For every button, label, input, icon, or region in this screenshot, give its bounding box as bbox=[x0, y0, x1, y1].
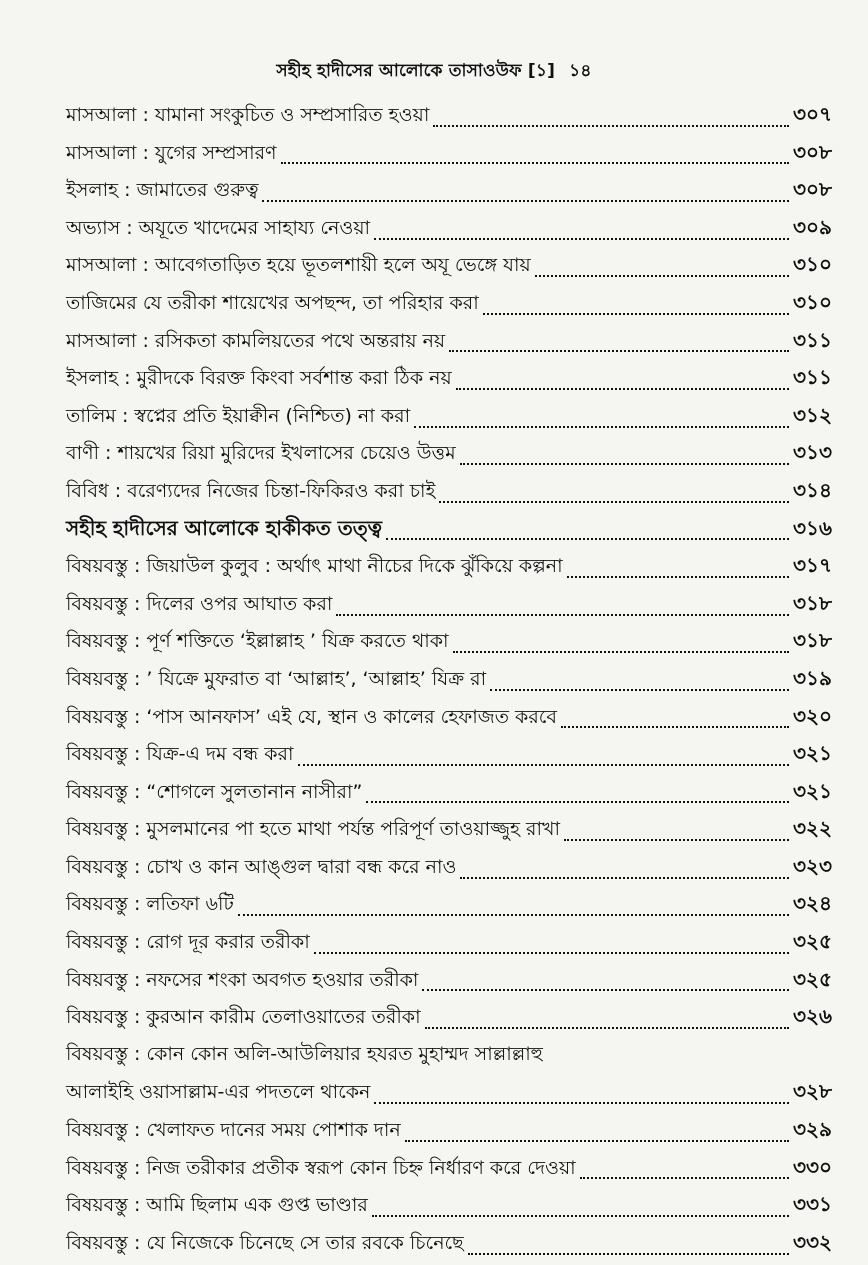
toc-entry bbox=[66, 889, 832, 927]
toc-entry-title: বিষয়বস্তু : মুসলমানের পা হতে মাথা পর্যন্ত পরিপূর্ণ তাওয়াজ্জুহ রাখা bbox=[66, 818, 561, 841]
toc-entry bbox=[66, 1002, 832, 1040]
toc-page-number: ৩২৬ bbox=[792, 1004, 832, 1029]
toc-entry-title: মাসআলা : আবেগতাড়িত হয়ে ভূতলশায়ী হলে অযূ ভেঙ্গে যায় bbox=[66, 254, 531, 277]
header-page-number: ১৪ bbox=[569, 61, 592, 81]
toc-entry-title: বিষয়বস্তু : চোখ ও কান আঙ্গুল দ্বারা বন্ধ করে নাও bbox=[66, 855, 457, 878]
dot-leader bbox=[535, 275, 789, 277]
dot-leader bbox=[422, 989, 789, 991]
running-header bbox=[0, 58, 868, 86]
toc-entry-title: বিবিধ : বরেণ্যদের নিজের চিন্তা-ফিকিরও করা চাই bbox=[66, 479, 436, 502]
dot-leader bbox=[490, 689, 789, 691]
toc-entry bbox=[66, 213, 832, 251]
toc-entry bbox=[66, 326, 832, 364]
toc-page-number: ৩১৩ bbox=[793, 440, 832, 465]
toc-entry-title: সহীহ হাদীসের আলোকে হাকীকত তত্ত্ব bbox=[66, 515, 382, 540]
dot-leader bbox=[238, 914, 789, 916]
toc-entry-title: তালিম : স্বপ্নের প্রতি ইয়াক্বীন (নিশ্চিত) না করা bbox=[66, 404, 411, 427]
dot-leader bbox=[561, 726, 789, 728]
toc-entry bbox=[66, 1115, 832, 1153]
toc-page-number: ৩২১ bbox=[793, 741, 832, 766]
toc-entry-title: মাসআলা : যুগের সম্প্রসারণ bbox=[66, 141, 277, 164]
dot-leader bbox=[564, 839, 789, 841]
book-title: সহীহ হাদীসের আলোকে তাসাওউফ [১] bbox=[276, 61, 556, 81]
toc-entry-title: ইসলাহ : মুরীদকে বিরক্ত কিংবা সর্বশান্ত করা ঠিক নয় bbox=[66, 367, 452, 390]
toc-entry-title: বিষয়বস্তু : যিক্র-এ দম বন্ধ করা bbox=[66, 743, 294, 766]
dot-leader bbox=[425, 1027, 789, 1029]
toc-entry-title: বাণী : শায়খের রিয়া মুরিদের ইখলাসের চেয়েও উত্তম bbox=[66, 442, 456, 465]
dot-leader bbox=[366, 801, 789, 803]
toc-entry bbox=[66, 1228, 832, 1265]
toc-entry-title: বিষয়বস্তু : নিজ তরীকার প্রতীক স্বরূপ কোন চিহ্ন নির্ধারণ করে দেওয়া bbox=[66, 1156, 576, 1179]
toc-entry bbox=[66, 401, 832, 439]
toc-page-number: ৩৩২ bbox=[792, 1229, 832, 1254]
dot-leader bbox=[336, 614, 789, 616]
toc-page-number: ৩০৮ bbox=[793, 139, 832, 164]
toc-entry bbox=[66, 965, 832, 1003]
toc-page-number: ৩১১ bbox=[793, 365, 832, 390]
toc-page-number: ৩৩০ bbox=[792, 1154, 832, 1179]
toc-entry bbox=[66, 1153, 832, 1191]
toc-entry-title: তাজিমের যে তরীকা শায়েখের অপছন্দ, তা পরিহার করা bbox=[66, 291, 479, 314]
toc-entry bbox=[66, 664, 832, 702]
toc-entry-title: আলাইহি ওয়াসাল্লাম-এর পদতলে থাকেন bbox=[66, 1081, 371, 1104]
toc-entry-title: বিষয়বস্তু : আমি ছিলাম এক গুপ্ত ভাণ্ডার bbox=[66, 1194, 368, 1217]
dot-leader bbox=[580, 1177, 789, 1179]
toc-entry bbox=[66, 288, 832, 326]
toc-entry bbox=[66, 175, 832, 213]
toc-entry-title: মাসআলা : রসিকতা কামলিয়তের পথে অন্তরায় নয় bbox=[66, 329, 446, 352]
toc-page-number: ৩১৪ bbox=[793, 477, 832, 502]
toc-entry-title: ইসলাহ : জামাতের গুরুত্ব bbox=[66, 179, 259, 202]
toc-entry-title: বিষয়বস্তু : লতিফা ৬টি bbox=[66, 893, 234, 916]
toc-page-number: ৩০৮ bbox=[793, 177, 832, 202]
toc-entry-title: বিষয়বস্তু : নফসের শংকা অবগত হওয়ার তরীকা bbox=[66, 968, 419, 991]
toc-page-number: ৩২০ bbox=[792, 703, 832, 728]
toc-entry-title: বিষয়বস্তু : রোগ দূর করার তরীকা bbox=[66, 931, 310, 954]
dot-leader bbox=[460, 877, 789, 879]
dot-leader bbox=[405, 1140, 789, 1142]
toc-entry bbox=[66, 589, 832, 627]
toc-entry-title: বিষয়বস্তু : ’ যিক্রে মুফরাত বা ‘আল্লাহ’, ‘আল্লাহ’ যিক্র রা bbox=[66, 667, 487, 690]
dot-leader bbox=[453, 651, 789, 653]
dot-leader bbox=[262, 200, 789, 202]
dot-leader bbox=[460, 463, 789, 465]
dot-leader bbox=[433, 125, 789, 127]
toc-entry bbox=[66, 1190, 832, 1228]
dot-leader bbox=[372, 1215, 789, 1217]
toc-page-number: ৩১২ bbox=[793, 402, 832, 427]
dot-leader bbox=[414, 426, 789, 428]
toc-entry-title: বিষয়বস্তু : কুরআন কারীম তেলাওয়াতের তরীকা bbox=[66, 1006, 421, 1029]
toc-entry-title: বিষয়বস্তু : পূর্ণ শক্তিতে ‘ইল্লাল্লাহ ’ যিক্র করতে থাকা bbox=[66, 630, 449, 653]
toc-page-number: ৩১৬ bbox=[793, 515, 832, 540]
dot-leader bbox=[567, 576, 789, 578]
toc-entry bbox=[66, 138, 832, 176]
dot-leader bbox=[314, 952, 789, 954]
toc-page-number: ৩১০ bbox=[793, 289, 832, 314]
dot-leader bbox=[449, 350, 789, 352]
toc-entry bbox=[66, 514, 832, 552]
toc-entry-title: বিষয়বস্তু : দিলের ওপর আঘাত করা bbox=[66, 592, 333, 615]
toc-page-number: ৩২৮ bbox=[793, 1079, 832, 1104]
toc-entry-title: মাসআলা : যামানা সংকুচিত ও সম্প্রসারিত হওয়া bbox=[66, 104, 430, 126]
toc-page-number: ৩০৯ bbox=[793, 214, 832, 239]
toc-entry bbox=[66, 476, 832, 514]
toc-entry bbox=[66, 852, 832, 890]
toc-entry bbox=[66, 100, 832, 138]
dot-leader bbox=[281, 162, 789, 164]
toc-entry bbox=[66, 551, 832, 589]
toc-page-number: ৩১০ bbox=[793, 252, 832, 277]
toc-page-number: ৩২৫ bbox=[793, 966, 832, 991]
dot-leader bbox=[386, 538, 789, 540]
toc-page-number: ৩১৮ bbox=[793, 628, 832, 653]
toc-entry-title: অভ্যাস : অযূতে খাদেমের সাহায্য নেওয়া bbox=[66, 216, 371, 239]
toc-entry bbox=[66, 438, 832, 476]
toc-entry bbox=[66, 814, 832, 852]
toc-page-number: ৩১৭ bbox=[793, 553, 832, 578]
toc-entry-title: বিষয়বস্তু : খেলাফত দানের সময় পোশাক দান bbox=[66, 1119, 401, 1142]
dot-leader bbox=[439, 501, 789, 503]
dot-leader bbox=[468, 1253, 789, 1255]
toc-entry-title: বিষয়বস্তু : কোন কোন অলি-আউলিয়ার হযরত মুহাম্মদ সাল্লাল্লাহু bbox=[66, 1042, 543, 1065]
toc-page-number: ৩২৪ bbox=[793, 891, 832, 916]
dot-leader bbox=[374, 238, 789, 240]
toc-page-number: ৩০৭ bbox=[792, 102, 832, 126]
toc-entry bbox=[66, 702, 832, 740]
toc-page-number: ৩৩১ bbox=[793, 1192, 832, 1217]
toc-page-number: ৩২২ bbox=[792, 816, 832, 841]
dot-leader bbox=[483, 313, 789, 315]
dot-leader bbox=[374, 1102, 789, 1104]
toc-entry bbox=[66, 1040, 832, 1078]
toc-page-number: ৩২৩ bbox=[792, 853, 832, 878]
toc-entry bbox=[66, 1077, 832, 1115]
toc-page-number: ৩২৯ bbox=[793, 1117, 832, 1142]
toc-entry-title: বিষয়বস্তু : ‘পাস আনফাস’ এই যে, স্থান ও কালের হেফাজত করবে bbox=[66, 705, 557, 728]
toc-entry-title: বিষয়বস্তু : যে নিজেকে চিনেছে সে তার রবকে চিনেছে bbox=[66, 1231, 464, 1254]
toc-page-number: ৩১১ bbox=[793, 327, 832, 352]
toc-page-number: ৩১৮ bbox=[793, 590, 832, 615]
dot-leader bbox=[456, 388, 789, 390]
toc-entry bbox=[66, 927, 832, 965]
dot-leader bbox=[298, 764, 790, 766]
table-of-contents bbox=[66, 100, 832, 1265]
toc-page-number: ৩২১ bbox=[793, 778, 832, 803]
toc-entry bbox=[66, 777, 832, 815]
toc-entry bbox=[66, 739, 832, 777]
toc-entry bbox=[66, 626, 832, 664]
toc-entry-title: বিষয়বস্তু : জিয়াউল কুলুব : অর্থাৎ মাথা নীচের দিকে ঝুঁকিয়ে কল্পনা bbox=[66, 555, 563, 578]
toc-entry-title: বিষয়বস্তু : “শোগলে সুলতানান নাসীরা” bbox=[66, 780, 363, 803]
toc-entry bbox=[66, 250, 832, 288]
toc-entry bbox=[66, 363, 832, 401]
toc-page-number: ৩২৫ bbox=[793, 929, 832, 954]
toc-page-number: ৩১৯ bbox=[793, 665, 832, 690]
